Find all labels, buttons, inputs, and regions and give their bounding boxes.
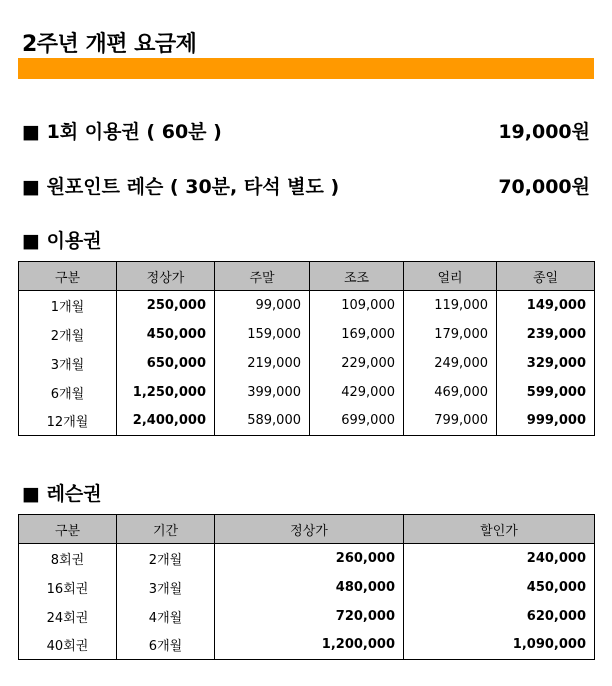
table-row (19, 349, 595, 378)
pass-price-table (18, 261, 595, 436)
table-cell: 12개월 (19, 407, 117, 436)
table-cell: 169,000 (310, 320, 404, 349)
table-row (19, 602, 595, 631)
table-cell: 429,000 (310, 378, 404, 407)
accent-bar (18, 58, 594, 79)
price-item-value: 70,000원 (498, 176, 590, 198)
table-cell: 40회권 (19, 631, 117, 660)
table-cell: 1,200,000 (215, 631, 404, 660)
table-cell: 239,000 (497, 320, 595, 349)
table-cell: 1,250,000 (117, 378, 215, 407)
column-header: 정상가 (215, 515, 404, 544)
table-cell: 329,000 (497, 349, 595, 378)
table-row (19, 544, 595, 573)
table-cell: 149,000 (497, 291, 595, 320)
table-cell: 250,000 (117, 291, 215, 320)
table-row (19, 631, 595, 660)
page-title: 2주년 개편 요금제 (22, 32, 197, 57)
column-header: 종일 (497, 262, 595, 291)
table-cell: 8회권 (19, 544, 117, 573)
table-cell: 1,090,000 (404, 631, 595, 660)
table-cell: 2개월 (117, 544, 215, 573)
table-row (19, 573, 595, 602)
table-cell: 450,000 (404, 573, 595, 602)
table-row (19, 407, 595, 436)
table-cell: 720,000 (215, 602, 404, 631)
table-cell: 219,000 (215, 349, 310, 378)
price-item-single-use (22, 117, 590, 143)
table-cell: 99,000 (215, 291, 310, 320)
table-cell: 240,000 (404, 544, 595, 573)
table-cell: 179,000 (404, 320, 497, 349)
section-heading-lesson: ■ 레슨권 (22, 483, 102, 505)
table-cell: 159,000 (215, 320, 310, 349)
price-item-value: 19,000원 (498, 121, 590, 143)
table-cell: 24회권 (19, 602, 117, 631)
table-cell: 399,000 (215, 378, 310, 407)
column-header: 조조 (310, 262, 404, 291)
table-cell: 16회권 (19, 573, 117, 602)
table-row (19, 378, 595, 407)
column-header: 정상가 (117, 262, 215, 291)
table-cell: 119,000 (404, 291, 497, 320)
table-cell: 2개월 (19, 320, 117, 349)
table-cell: 4개월 (117, 602, 215, 631)
table-cell: 6개월 (19, 378, 117, 407)
table-header-row (19, 262, 595, 291)
table-header-row (19, 515, 595, 544)
table-cell: 650,000 (117, 349, 215, 378)
table-cell: 589,000 (215, 407, 310, 436)
price-item-label: ■ 원포인트 레슨 ( 30분, 타석 별도 ) (22, 176, 340, 198)
section-heading-pass: ■ 이용권 (22, 230, 102, 252)
price-item-label: ■ 1회 이용권 ( 60분 ) (22, 121, 222, 143)
column-header: 기간 (117, 515, 215, 544)
table-cell: 799,000 (404, 407, 497, 436)
table-cell: 6개월 (117, 631, 215, 660)
table-cell: 599,000 (497, 378, 595, 407)
lesson-price-table (18, 514, 595, 660)
column-header: 주말 (215, 262, 310, 291)
table-cell: 480,000 (215, 573, 404, 602)
table-row (19, 320, 595, 349)
column-header: 할인가 (404, 515, 595, 544)
table-cell: 999,000 (497, 407, 595, 436)
table-cell: 620,000 (404, 602, 595, 631)
table-cell: 3개월 (117, 573, 215, 602)
table-cell: 1개월 (19, 291, 117, 320)
column-header: 구분 (19, 262, 117, 291)
price-item-one-point-lesson (22, 172, 590, 198)
column-header: 얼리 (404, 262, 497, 291)
table-cell: 229,000 (310, 349, 404, 378)
table-cell: 2,400,000 (117, 407, 215, 436)
table-cell: 3개월 (19, 349, 117, 378)
table-cell: 249,000 (404, 349, 497, 378)
table-cell: 109,000 (310, 291, 404, 320)
table-cell: 450,000 (117, 320, 215, 349)
column-header: 구분 (19, 515, 117, 544)
table-row (19, 291, 595, 320)
table-cell: 469,000 (404, 378, 497, 407)
table-cell: 260,000 (215, 544, 404, 573)
table-cell: 699,000 (310, 407, 404, 436)
